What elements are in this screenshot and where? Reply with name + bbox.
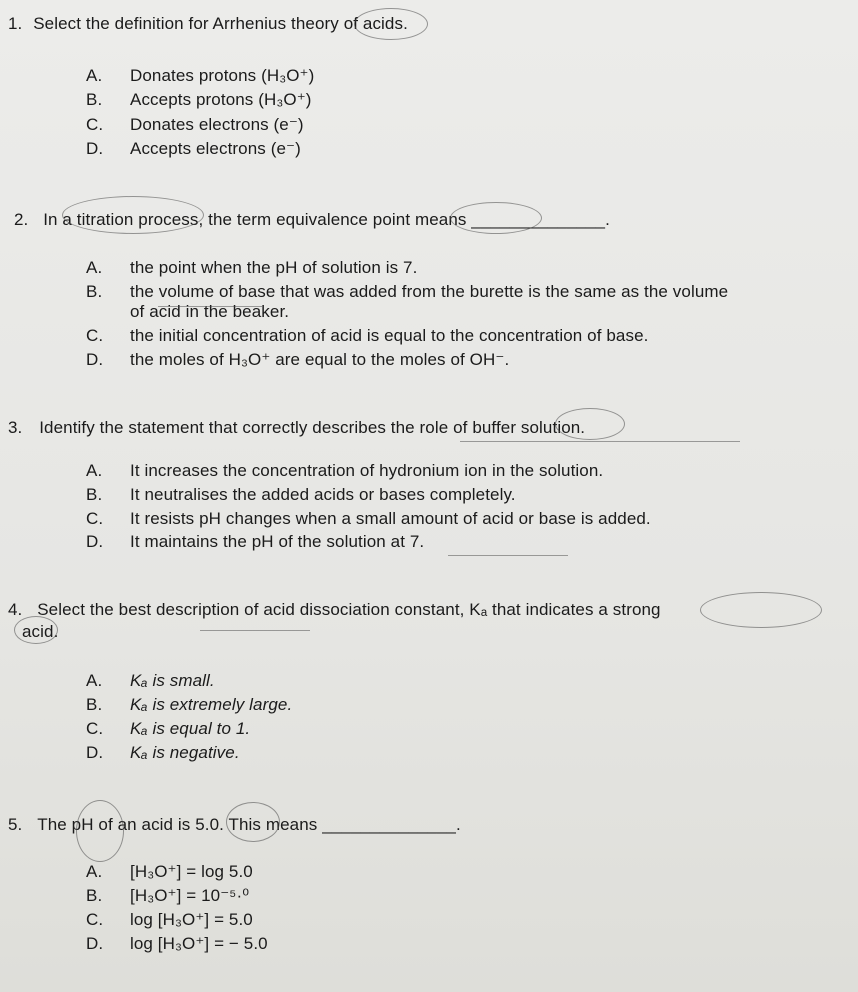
option-letter: C. <box>86 326 104 345</box>
option-text: It increases the concentration of hydronium ion in the solution. <box>130 461 604 480</box>
option-1d[interactable] <box>86 139 301 159</box>
option-text: the point when the pH of solution is 7. <box>130 258 418 277</box>
pencil-circle-mark <box>354 8 428 40</box>
option-letter: C. <box>86 719 104 738</box>
option-3a[interactable] <box>86 461 603 481</box>
option-1a[interactable] <box>86 66 314 86</box>
option-text: It resists pH changes when a small amount of acid or base is added. <box>130 509 651 528</box>
option-letter: D. <box>86 139 104 158</box>
question-text: acid. <box>22 622 59 641</box>
option-text: It neutralises the added acids or bases completely. <box>130 485 516 504</box>
option-letter: C. <box>86 509 104 528</box>
option-letter: B. <box>86 886 103 905</box>
option-letter: B. <box>86 282 103 301</box>
option-text: Donates protons (H₃O⁺) <box>130 66 315 85</box>
option-4d[interactable] <box>86 743 240 763</box>
question-number: 1. <box>8 14 23 33</box>
pencil-circle-mark <box>62 196 204 234</box>
option-text: [H₃O⁺] = log 5.0 <box>130 862 253 881</box>
question-text: Select the best description of acid dissociation constant, Kₐ that indicates a strong <box>37 600 661 619</box>
option-text: Kₐ is small. <box>130 671 215 690</box>
pencil-circle-mark <box>226 802 280 842</box>
option-text: the volume of base that was added from the burette is the same as the volume <box>130 282 729 301</box>
option-text: Accepts protons (H₃O⁺) <box>130 90 312 109</box>
option-text: the initial concentration of acid is equal to the concentration of base. <box>130 326 649 345</box>
question-1 <box>8 14 408 34</box>
option-5a[interactable] <box>86 862 253 882</box>
option-letter: C. <box>86 910 104 929</box>
option-letter: A. <box>86 461 103 480</box>
option-text: Kₐ is equal to 1. <box>130 719 251 738</box>
option-5c[interactable] <box>86 910 253 930</box>
option-letter: A. <box>86 671 103 690</box>
option-4a[interactable] <box>86 671 215 691</box>
pencil-circle-mark <box>76 800 124 862</box>
option-1c[interactable] <box>86 115 304 135</box>
option-letter: D. <box>86 532 104 551</box>
option-letter: A. <box>86 258 103 277</box>
pencil-circle-mark <box>450 202 542 234</box>
option-text: Kₐ is extremely large. <box>130 695 293 714</box>
option-2d[interactable] <box>86 350 509 370</box>
option-text: Accepts electrons (e⁻) <box>130 139 301 158</box>
option-text: log [H₃O⁺] = 5.0 <box>130 910 253 929</box>
option-text: Donates electrons (e⁻) <box>130 115 304 134</box>
option-letter: B. <box>86 695 103 714</box>
pencil-circle-mark <box>14 616 58 644</box>
question-number: 4. <box>8 600 23 619</box>
question-text: In a titration process, the term equivalence point means ______________. <box>43 210 610 229</box>
option-text: the moles of H₃O⁺ are equal to the moles of OH⁻. <box>130 350 510 369</box>
option-4c[interactable] <box>86 719 250 739</box>
question-number: 2. <box>14 210 29 229</box>
option-5d[interactable] <box>86 934 268 954</box>
option-3b[interactable] <box>86 485 516 505</box>
pencil-underline <box>158 306 262 307</box>
option-text: of acid in the beaker. <box>130 302 290 321</box>
option-1b[interactable] <box>86 90 312 110</box>
option-3c[interactable] <box>86 509 651 529</box>
question-text: Select the definition for Arrhenius theory of acids. <box>33 14 408 33</box>
question-number: 3. <box>8 418 23 437</box>
pencil-underline <box>460 441 740 442</box>
option-2b-continued <box>86 302 289 322</box>
option-2a[interactable] <box>86 258 417 278</box>
pencil-circle-mark <box>700 592 822 628</box>
option-letter: B. <box>86 90 103 109</box>
pencil-underline <box>448 555 568 556</box>
question-4 <box>8 600 661 620</box>
option-4b[interactable] <box>86 695 292 715</box>
option-2c[interactable] <box>86 326 648 346</box>
question-text: The pH of an acid is 5.0. This means ______________. <box>37 815 461 834</box>
option-letter: C. <box>86 115 104 134</box>
option-letter: B. <box>86 485 103 504</box>
question-text: Identify the statement that correctly describes the role of buffer solution. <box>39 418 586 437</box>
pencil-underline <box>200 630 310 631</box>
pencil-circle-mark <box>555 408 625 440</box>
option-text: log [H₃O⁺] = − 5.0 <box>130 934 268 953</box>
option-text: [H₃O⁺] = 10⁻⁵·⁰ <box>130 886 250 905</box>
option-letter: A. <box>86 66 103 85</box>
option-letter: D. <box>86 934 104 953</box>
option-text: Kₐ is negative. <box>130 743 240 762</box>
option-letter: D. <box>86 743 104 762</box>
option-5b[interactable] <box>86 886 249 906</box>
option-letter: D. <box>86 350 104 369</box>
option-2b[interactable] <box>86 282 728 302</box>
option-3d[interactable] <box>86 532 424 552</box>
option-text: It maintains the pH of the solution at 7. <box>130 532 425 551</box>
question-3 <box>8 418 585 438</box>
option-letter: A. <box>86 862 103 881</box>
question-number: 5. <box>8 815 23 834</box>
